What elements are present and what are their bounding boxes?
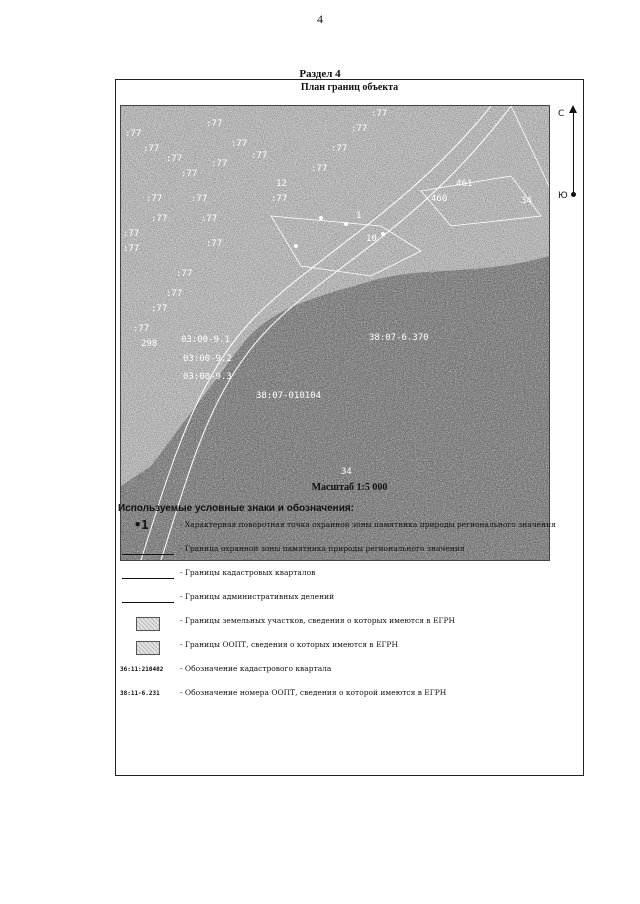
- map-label-77: :77: [151, 304, 168, 314]
- map-label-quarter-3: 03:00-9.3: [183, 372, 232, 382]
- legend-item: [120, 638, 580, 656]
- line-symbol: [122, 554, 174, 555]
- map-label-77: :77: [146, 194, 163, 204]
- plan-frame: [115, 79, 584, 776]
- legend-text: - Границы земельных участков, сведения о которых имеются в ЕГРН: [180, 616, 456, 625]
- legend-item: [120, 566, 580, 584]
- plan-title: План границ объекта: [300, 82, 399, 93]
- legend-symbol: [120, 638, 178, 656]
- legend-symbol: [120, 614, 178, 632]
- map-label-77: :77: [123, 244, 140, 254]
- line-symbol: [122, 578, 174, 579]
- legend-symbol: [120, 518, 178, 536]
- map-label-quarter-1: 03:00-9.1: [181, 335, 230, 345]
- map-label-77: :77: [231, 139, 248, 149]
- legend-symbol: [120, 590, 178, 608]
- map-label-77: :77: [151, 214, 168, 224]
- map-label-10: 10: [366, 234, 377, 244]
- map-label-oopt: 38:07-6.370: [369, 333, 429, 343]
- map-label-77: :77: [331, 144, 348, 154]
- turning-point-marker: [344, 222, 348, 226]
- map-label-1: 1: [356, 211, 362, 221]
- legend-symbol: [120, 542, 178, 560]
- hatch-symbol: [136, 641, 160, 655]
- map-label-12: 12: [276, 179, 287, 189]
- map-label-77: :77: [133, 324, 150, 334]
- legend-item: [120, 518, 580, 536]
- map-label-77: :77: [201, 214, 218, 224]
- map-label-77: :77: [123, 229, 140, 239]
- map-label-77: :77: [371, 109, 388, 119]
- map-label-77: :77: [351, 124, 368, 134]
- turning-point-marker: [381, 232, 385, 236]
- legend-symbol: [120, 686, 178, 704]
- map-label-77: :77: [181, 169, 198, 179]
- map-label-77: :77: [125, 129, 142, 139]
- map-label-298: 298: [141, 339, 158, 349]
- map-label-77: :77: [176, 269, 193, 279]
- legend-text: - Границы административных делений: [180, 592, 335, 601]
- map-label-77: :77: [166, 289, 183, 299]
- map-scale: Масштаб 1:5 000: [311, 482, 388, 493]
- legend-symbol: [120, 566, 178, 584]
- map-label-kvartal: 38:07-010104: [256, 391, 322, 401]
- oopt-code-symbol: 38:11-6.231: [120, 690, 160, 697]
- legend-text: - Обозначение номера ООПТ, сведения о которой имеются в ЕГРН: [180, 688, 447, 697]
- map-label-34b: 34: [341, 467, 352, 477]
- legend-text: - Граница охранной зоны памятника природы регионального значения: [180, 544, 465, 553]
- map-label-77: :77: [271, 194, 288, 204]
- map-label-34: 34: [521, 196, 532, 206]
- legend-symbol: [120, 662, 178, 680]
- section-title: Раздел 4: [299, 68, 341, 80]
- legend-item: [120, 614, 580, 632]
- legend-text: - Обозначение кадастрового квартала: [180, 664, 332, 673]
- legend-item: [120, 542, 580, 560]
- legend-title: Используемые условные знаки и обозначения:: [118, 503, 355, 514]
- map-label-77: :77: [206, 239, 223, 249]
- north-arrow: [556, 105, 582, 205]
- turning-point-marker: [294, 244, 298, 248]
- map-label-77: :77: [251, 151, 268, 161]
- map-label-quarter-2: 03:00-9.2: [183, 354, 232, 364]
- page-number: 4: [317, 12, 323, 26]
- hatch-symbol: [136, 617, 160, 631]
- map-label-460: 460: [431, 194, 448, 204]
- legend-item: [120, 686, 580, 704]
- legend-text: - Границы кадастровых кварталов: [180, 568, 316, 577]
- south-label: Ю: [558, 191, 568, 201]
- turning-point-symbol: •1: [134, 518, 149, 532]
- legend-item: [120, 662, 580, 680]
- legend-item: [120, 590, 580, 608]
- line-symbol: [122, 602, 174, 603]
- map-label-77: :77: [191, 194, 208, 204]
- kvartal-code-symbol: 36:11:210402: [120, 666, 164, 673]
- legend-text: - Границы ООПТ, сведения о которых имеются в ЕГРН: [180, 640, 399, 649]
- south-dot-icon: [571, 192, 576, 197]
- legend-text: - Характерная поворотная точка охранной зоны памятника природы регионального значения: [180, 520, 556, 529]
- map-label-77: :77: [143, 144, 160, 154]
- north-label: С: [558, 109, 565, 119]
- compass-line: [573, 111, 574, 195]
- map-label-77: :77: [211, 159, 228, 169]
- map-label-77: :77: [311, 164, 328, 174]
- map-label-461: 461: [456, 179, 473, 189]
- map-label-77: :77: [206, 119, 223, 129]
- turning-point-marker: [319, 216, 323, 220]
- map-label-77: :77: [166, 154, 183, 164]
